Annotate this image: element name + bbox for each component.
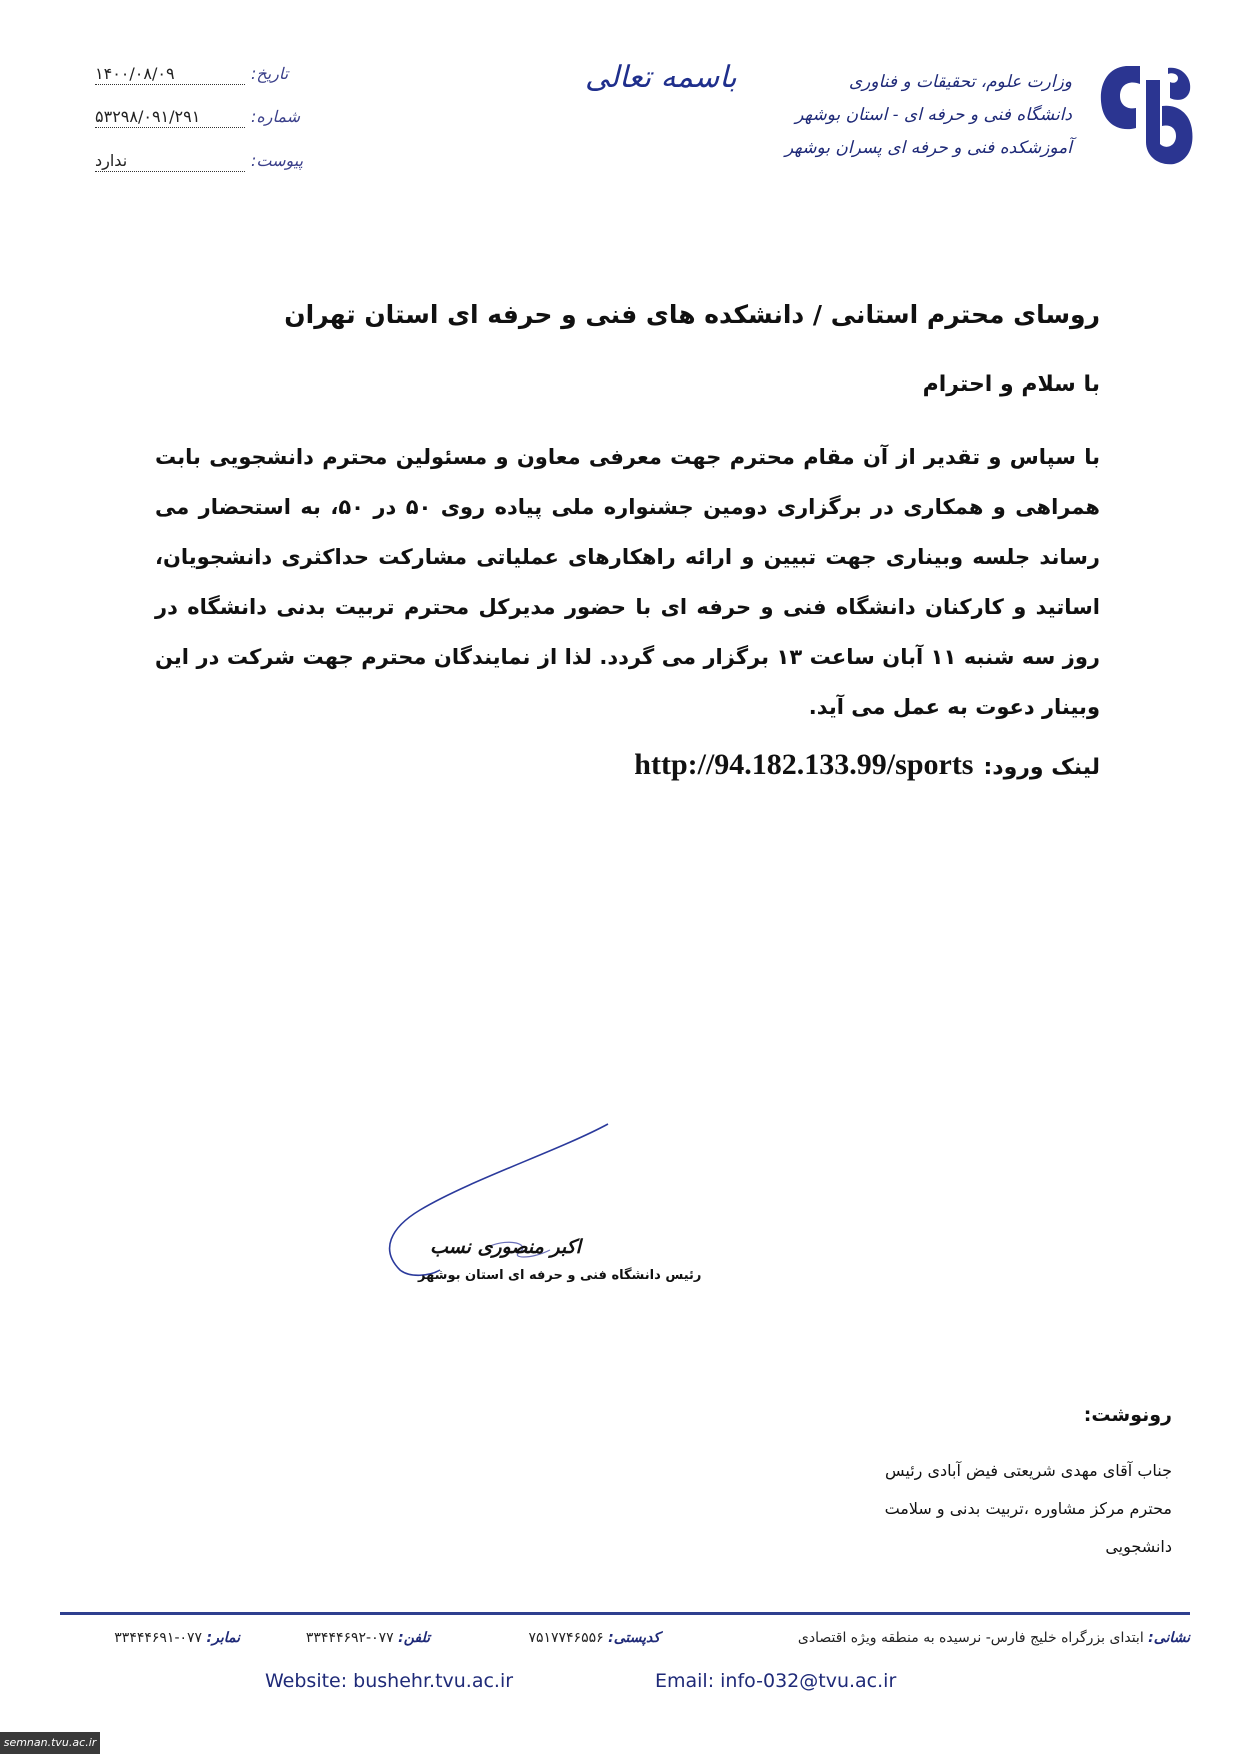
signatory-name: اکبر منصوری نسب bbox=[430, 1236, 581, 1258]
phone-label: تلفن: bbox=[398, 1630, 430, 1646]
attachment-row bbox=[95, 151, 303, 172]
footer-divider bbox=[60, 1612, 1190, 1615]
date-value: ۱۴۰۰/۰۸/۰۹ bbox=[95, 64, 245, 85]
number-label: شماره: bbox=[251, 107, 301, 126]
cc-title: رونوشت: bbox=[1083, 1404, 1172, 1426]
entry-link-row bbox=[634, 748, 1100, 782]
org-line-university: دانشگاه فنی و حرفه ای - استان بوشهر bbox=[795, 105, 1072, 125]
recipient-line: روسای محترم استانی / دانشکده های فنی و حرفه ای استان تهران bbox=[284, 300, 1100, 329]
postal-label: کدپستی: bbox=[608, 1630, 660, 1646]
footer-fax bbox=[114, 1630, 240, 1646]
fax-label: نمابر: bbox=[206, 1630, 240, 1646]
org-line-college: آموزشکده فنی و حرفه ای پسران بوشهر bbox=[785, 138, 1072, 158]
link-label: لینک ورود: bbox=[983, 755, 1100, 780]
organization-block bbox=[785, 66, 1072, 165]
greeting: با سلام و احترام bbox=[922, 372, 1100, 397]
letter-body: با سپاس و تقدیر از آن مقام محترم جهت معرفی معاون و مسئولین محترم دانشجویی بابت همراهی و همکاری در برگزاری دومین جشنواره ملی پیاده روی ۵۰ در ۵۰، به استحضار می رساند جلسه وبیناری جهت تبیین و ارائه راهکارهای عملیاتی مشارکت حداکثری دانشجویان، اساتید و کارکنان دانشگاه فنی و حرفه ای با حضور مدیرکل محترم تربیت بدنی دانشگاه در روز سه شنبه ۱۱ آبان ساعت ۱۳ برگزار می گردد. لذا از نمایندگان محترم جهت شرکت در این وبینار دعوت به عمل می آید. bbox=[155, 445, 1100, 719]
footer-contact-row bbox=[60, 1630, 1190, 1658]
postal-value: ۷۵۱۷۷۴۶۵۵۶ bbox=[528, 1630, 604, 1646]
address-label: نشانی: bbox=[1148, 1630, 1190, 1646]
university-logo bbox=[1096, 60, 1196, 172]
signatory-title: رئیس دانشگاه فنی و حرفه ای استان بوشهر bbox=[418, 1268, 702, 1283]
number-row bbox=[95, 107, 300, 128]
address-value: ابتدای بزرگراه خلیج فارس- نرسیده به منطقه ویژه اقتصادی bbox=[797, 1630, 1144, 1646]
source-watermark: semnan.tvu.ac.ir bbox=[0, 1732, 100, 1754]
attachment-value: ندارد bbox=[95, 151, 245, 172]
footer-email[interactable]: Email: info-032@tvu.ac.ir bbox=[655, 1670, 897, 1692]
cc-recipients bbox=[832, 1452, 1172, 1566]
date-row bbox=[95, 64, 288, 85]
footer-postal bbox=[528, 1630, 660, 1646]
number-value: ۵۳۲۹۸/۰۹۱/۲۹۱ bbox=[95, 107, 245, 128]
footer-web-row bbox=[60, 1670, 1190, 1700]
cc-line: دانشجویی bbox=[1105, 1537, 1172, 1556]
phone-value: ۰۷۷-۳۳۴۴۴۶۹۲ bbox=[305, 1630, 394, 1646]
webinar-link[interactable]: http://94.182.133.99/sports bbox=[634, 748, 974, 781]
date-label: تاریخ: bbox=[251, 64, 289, 83]
footer-website[interactable]: Website: bushehr.tvu.ac.ir bbox=[265, 1670, 514, 1692]
footer-address bbox=[798, 1630, 1190, 1646]
footer-phone bbox=[306, 1630, 430, 1646]
basmala: باسمه تعالی bbox=[585, 60, 737, 95]
fax-value: ۰۷۷-۳۳۴۴۴۶۹۱ bbox=[114, 1630, 203, 1646]
attachment-label: پیوست: bbox=[251, 151, 304, 170]
cc-line: جناب آقای مهدی شریعتی فیض آبادی رئیس bbox=[884, 1461, 1172, 1480]
cc-line: محترم مرکز مشاوره ،تربیت بدنی و سلامت bbox=[884, 1499, 1172, 1518]
org-line-ministry: وزارت علوم، تحقیقات و فناوری bbox=[848, 72, 1072, 92]
